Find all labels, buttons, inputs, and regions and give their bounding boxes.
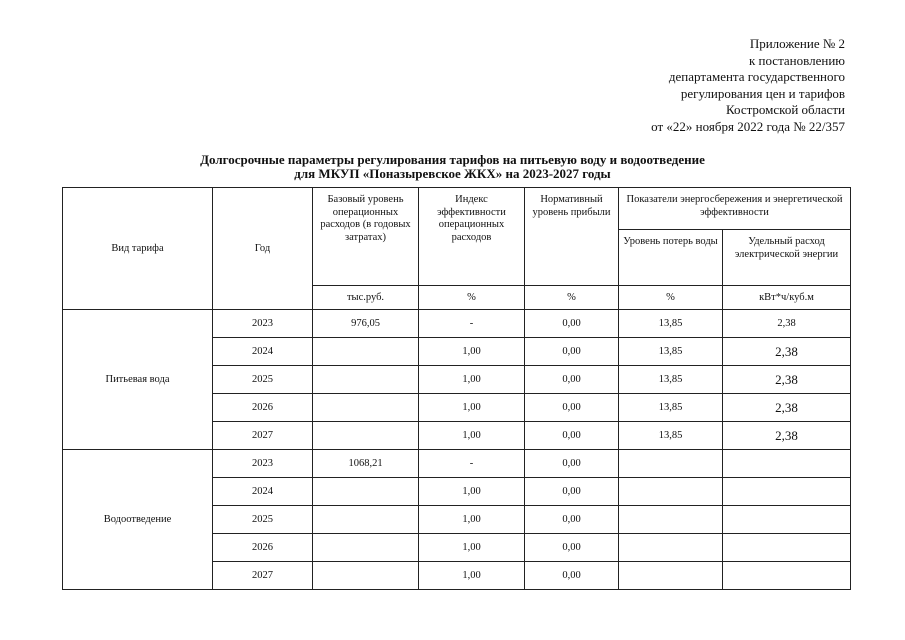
resolution-date: от «22» ноября 2022 года № 22/357 [651,118,845,134]
year-cell: 2024 [213,478,313,506]
efficiency-index-cell: 1,00 [419,562,525,590]
specific-energy-cell: 2,38 [723,310,851,338]
unit-base: тыс.руб. [313,286,419,310]
document-title [0,153,905,181]
table-row [63,310,851,338]
water-loss-cell: 13,85 [619,310,723,338]
year-cell: 2024 [213,338,313,366]
efficiency-index-cell: 1,00 [419,506,525,534]
base-level-cell [313,562,419,590]
specific-energy-cell [723,450,851,478]
normative-profit-cell: 0,00 [525,478,619,506]
normative-profit-cell: 0,00 [525,366,619,394]
header-line: департамента государственного [668,69,845,84]
col-header-specific-energy: Удельный расход электрической энергии [723,230,851,286]
year-cell: 2023 [213,450,313,478]
base-level-cell [313,478,419,506]
normative-profit-cell: 0,00 [525,506,619,534]
specific-energy-cell [723,534,851,562]
normative-profit-cell: 0,00 [525,534,619,562]
base-level-cell [313,422,419,450]
base-level-cell [313,506,419,534]
tariff-type-cell: Водоотведение [63,450,213,590]
base-level-cell: 976,05 [313,310,419,338]
normative-profit-cell: 0,00 [525,338,619,366]
header-line: к постановлению [748,52,845,68]
col-header-energy-group: Показатели энергосбережения и энергетической эффективности [619,188,851,230]
normative-profit-cell: 0,00 [525,450,619,478]
water-loss-cell [619,562,723,590]
col-header-year: Год [213,188,313,310]
efficiency-index-cell: 1,00 [419,422,525,450]
col-header-base-level: Базовый уровень операционных расходов (в годовых затратах) [313,188,419,286]
resolution-header [651,36,845,135]
water-loss-cell [619,450,723,478]
title-line: Долгосрочные параметры регулирования тарифов на питьевую воду и водоотведение [200,152,705,167]
specific-energy-cell: 2,38 [723,394,851,422]
unit-loss: % [619,286,723,310]
year-cell: 2027 [213,562,313,590]
efficiency-index-cell: 1,00 [419,338,525,366]
specific-energy-cell: 2,38 [723,366,851,394]
normative-profit-cell: 0,00 [525,394,619,422]
water-loss-cell [619,506,723,534]
water-loss-cell: 13,85 [619,422,723,450]
tariff-parameters-table [62,187,851,590]
col-header-tariff-type: Вид тарифа [63,188,213,310]
base-level-cell [313,366,419,394]
table-body [63,188,851,590]
appendix-number: Приложение № 2 [749,36,845,51]
year-cell: 2025 [213,506,313,534]
unit-specific: кВт*ч/куб.м [723,286,851,310]
year-cell: 2023 [213,310,313,338]
efficiency-index-cell: 1,00 [419,478,525,506]
specific-energy-cell [723,478,851,506]
table-row [63,450,851,478]
water-loss-cell: 13,85 [619,394,723,422]
water-loss-cell [619,534,723,562]
header-line: Костромской области [725,102,845,117]
base-level-cell: 1068,21 [313,450,419,478]
year-cell: 2025 [213,366,313,394]
normative-profit-cell: 0,00 [525,422,619,450]
efficiency-index-cell: 1,00 [419,534,525,562]
efficiency-index-cell: - [419,450,525,478]
year-cell: 2026 [213,534,313,562]
base-level-cell [313,534,419,562]
specific-energy-cell: 2,38 [723,422,851,450]
normative-profit-cell: 0,00 [525,310,619,338]
specific-energy-cell [723,506,851,534]
year-cell: 2027 [213,422,313,450]
specific-energy-cell: 2,38 [723,338,851,366]
efficiency-index-cell: 1,00 [419,394,525,422]
base-level-cell [313,338,419,366]
efficiency-index-cell: 1,00 [419,366,525,394]
tariff-type-cell: Питьевая вода [63,310,213,450]
year-cell: 2026 [213,394,313,422]
base-level-cell [313,394,419,422]
water-loss-cell [619,478,723,506]
col-header-efficiency-index: Индекс эффективности операционных расходов [419,188,525,286]
col-header-water-loss: Уровень потерь воды [619,230,723,286]
efficiency-index-cell: - [419,310,525,338]
water-loss-cell: 13,85 [619,338,723,366]
col-header-normative-profit: Нормативный уровень прибыли [525,188,619,286]
unit-index: % [419,286,525,310]
unit-norm: % [525,286,619,310]
title-line: для МКУП «Поназыревское ЖКХ» на 2023-2027 годы [294,166,611,181]
header-row [63,188,851,230]
normative-profit-cell: 0,00 [525,562,619,590]
specific-energy-cell [723,562,851,590]
water-loss-cell: 13,85 [619,366,723,394]
header-line: регулирования цен и тарифов [680,85,845,101]
